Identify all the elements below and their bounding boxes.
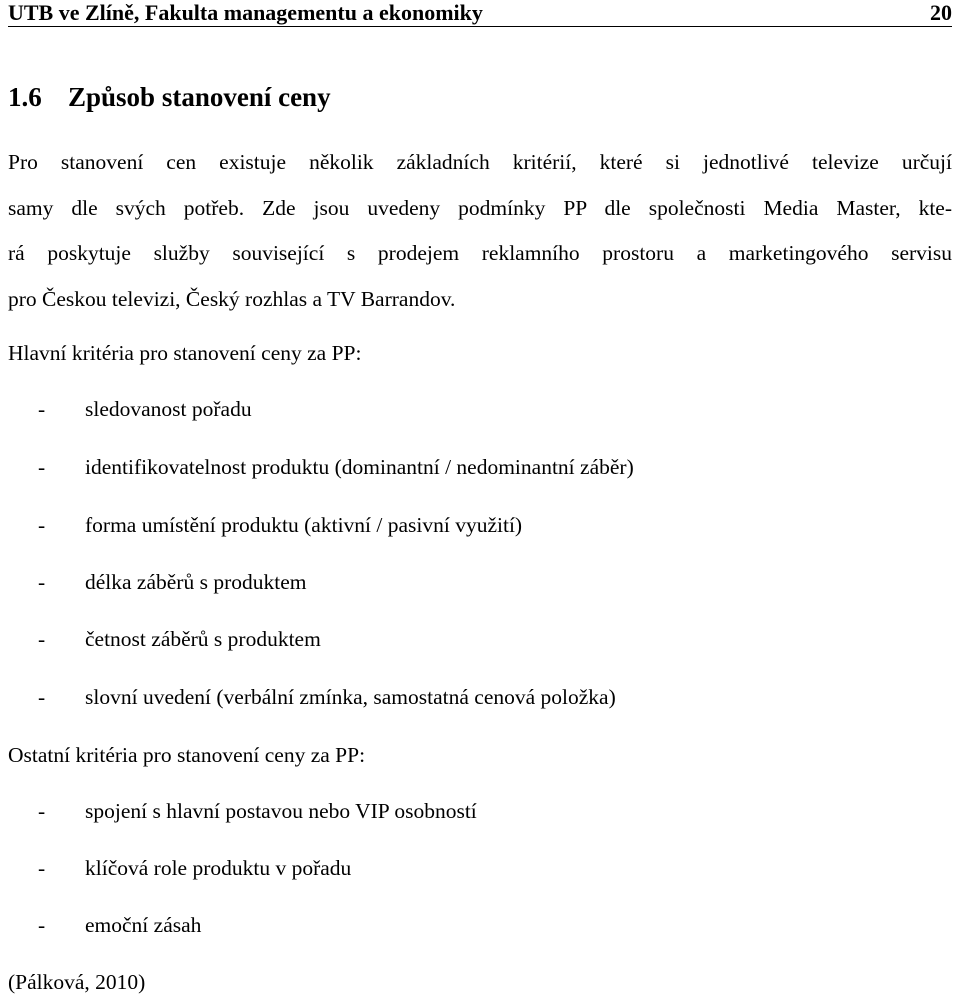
bullet-marker: - [38,799,46,823]
list-item [38,625,321,653]
paragraph-line: rá poskytuje služby související s prodejem reklamního prostoru a marketingového servisu [8,241,952,266]
list-item-text: délka záběrů s produktem [85,570,307,594]
list-item [38,568,307,596]
list-item [38,453,634,481]
bullet-marker: - [38,627,46,651]
list-item-text: sledovanost pořadu [85,397,252,421]
list-item-text: četnost záběrů s produktem [85,627,321,651]
bullet-marker: - [38,570,46,594]
list-item [38,911,201,939]
paragraph-line: samy dle svých potřeb. Zde jsou uvedeny podmínky PP dle společnosti Media Master, kte- [8,195,952,220]
bullet-marker: - [38,397,46,421]
bullet-marker: - [38,455,46,479]
section-heading [8,80,331,114]
bullet-marker: - [38,856,46,880]
list-item [38,683,616,711]
list-item-text: forma umístění produktu (aktivní / pasivní využití) [85,513,523,537]
list-item-text: emoční zásah [85,913,202,937]
bullet-marker: - [38,513,46,537]
bullet-marker: - [38,685,46,709]
section-title: Způsob stanovení ceny [68,82,331,112]
page-number: 20 [930,0,952,25]
page-header [8,0,952,27]
main-criteria-title: Hlavní kritéria pro stanovení ceny za PP: [8,341,362,365]
paragraph-line: Pro stanovení cen existuje několik základních kritérií, které si jednotlivé televize určují [8,150,952,174]
section-number: 1.6 [8,82,42,112]
list-item-text: klíčová role produktu v pořadu [85,856,352,880]
list-item [38,854,351,882]
list-item [38,511,522,539]
paragraph-line: pro Českou televizi, Český rozhlas a TV Barrandov. [8,286,456,311]
list-item-text: spojení s hlavní postavou nebo VIP osobností [85,799,477,823]
bullet-marker: - [38,913,46,937]
list-item [38,395,252,423]
list-item [38,797,477,825]
other-criteria-title: Ostatní kritéria pro stanovení ceny za PP: [8,743,366,767]
citation: (Pálková, 2010) [8,970,146,994]
intro-paragraph [8,140,952,322]
list-item-text: identifikovatelnost produktu (dominantní / nedominantní záběr) [85,455,634,479]
list-item-text: slovní uvedení (verbální zmínka, samostatná cenová položka) [85,685,616,709]
header-title: UTB ve Zlíně, Fakulta managementu a ekonomiky [8,0,483,25]
